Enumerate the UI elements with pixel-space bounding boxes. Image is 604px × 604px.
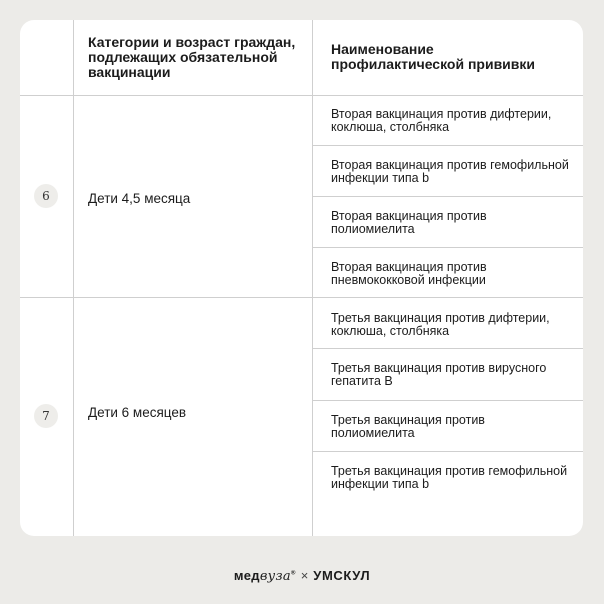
vaccine-cell: Третья вакцинация против дифтерии, коклюша, столбняка	[331, 311, 550, 338]
cell-divider	[312, 451, 583, 452]
row-number: 7	[34, 404, 58, 428]
cell-divider	[312, 400, 583, 401]
column-divider-1	[73, 20, 74, 536]
cell-divider	[312, 145, 583, 146]
vaccine-cell: Третья вакцинация против вирусного гепатита В	[331, 361, 547, 388]
vaccination-table	[20, 20, 583, 536]
footer-brands	[0, 568, 604, 584]
cell-divider	[312, 348, 583, 349]
header-category: Категории и возраст граждан, подлежащих обязательной вакцинации	[88, 34, 296, 80]
vaccine-cell: Вторая вакцинация против гемофильной инфекции типа b	[331, 158, 569, 185]
row-number: 6	[34, 184, 58, 208]
vaccine-cell: Вторая вакцинация против пневмококковой инфекции	[331, 260, 487, 287]
vaccine-cell: Вторая вакцинация против дифтерии, коклюша, столбняка	[331, 107, 552, 134]
separator: ×	[300, 568, 309, 583]
brand-medvuza-logo: медвуза®	[233, 568, 296, 584]
cell-divider	[312, 247, 583, 248]
vaccine-cell: Третья вакцинация против гемофильной инфекции типа b	[331, 464, 568, 491]
row-category: Дети 4,5 месяца	[88, 191, 191, 206]
cell-divider	[312, 196, 583, 197]
header-vaccine: Наименование профилактической прививки	[331, 41, 535, 72]
column-divider-2	[312, 20, 313, 536]
row-category: Дети 6 месяцев	[88, 405, 187, 420]
vaccine-cell: Вторая вакцинация против полиомиелита	[331, 209, 487, 236]
header-divider	[20, 95, 583, 96]
brand-umskul-logo: УМСКУЛ	[313, 568, 371, 583]
row-divider	[20, 297, 583, 298]
vaccine-cell: Третья вакцинация против полиомиелита	[331, 413, 485, 440]
